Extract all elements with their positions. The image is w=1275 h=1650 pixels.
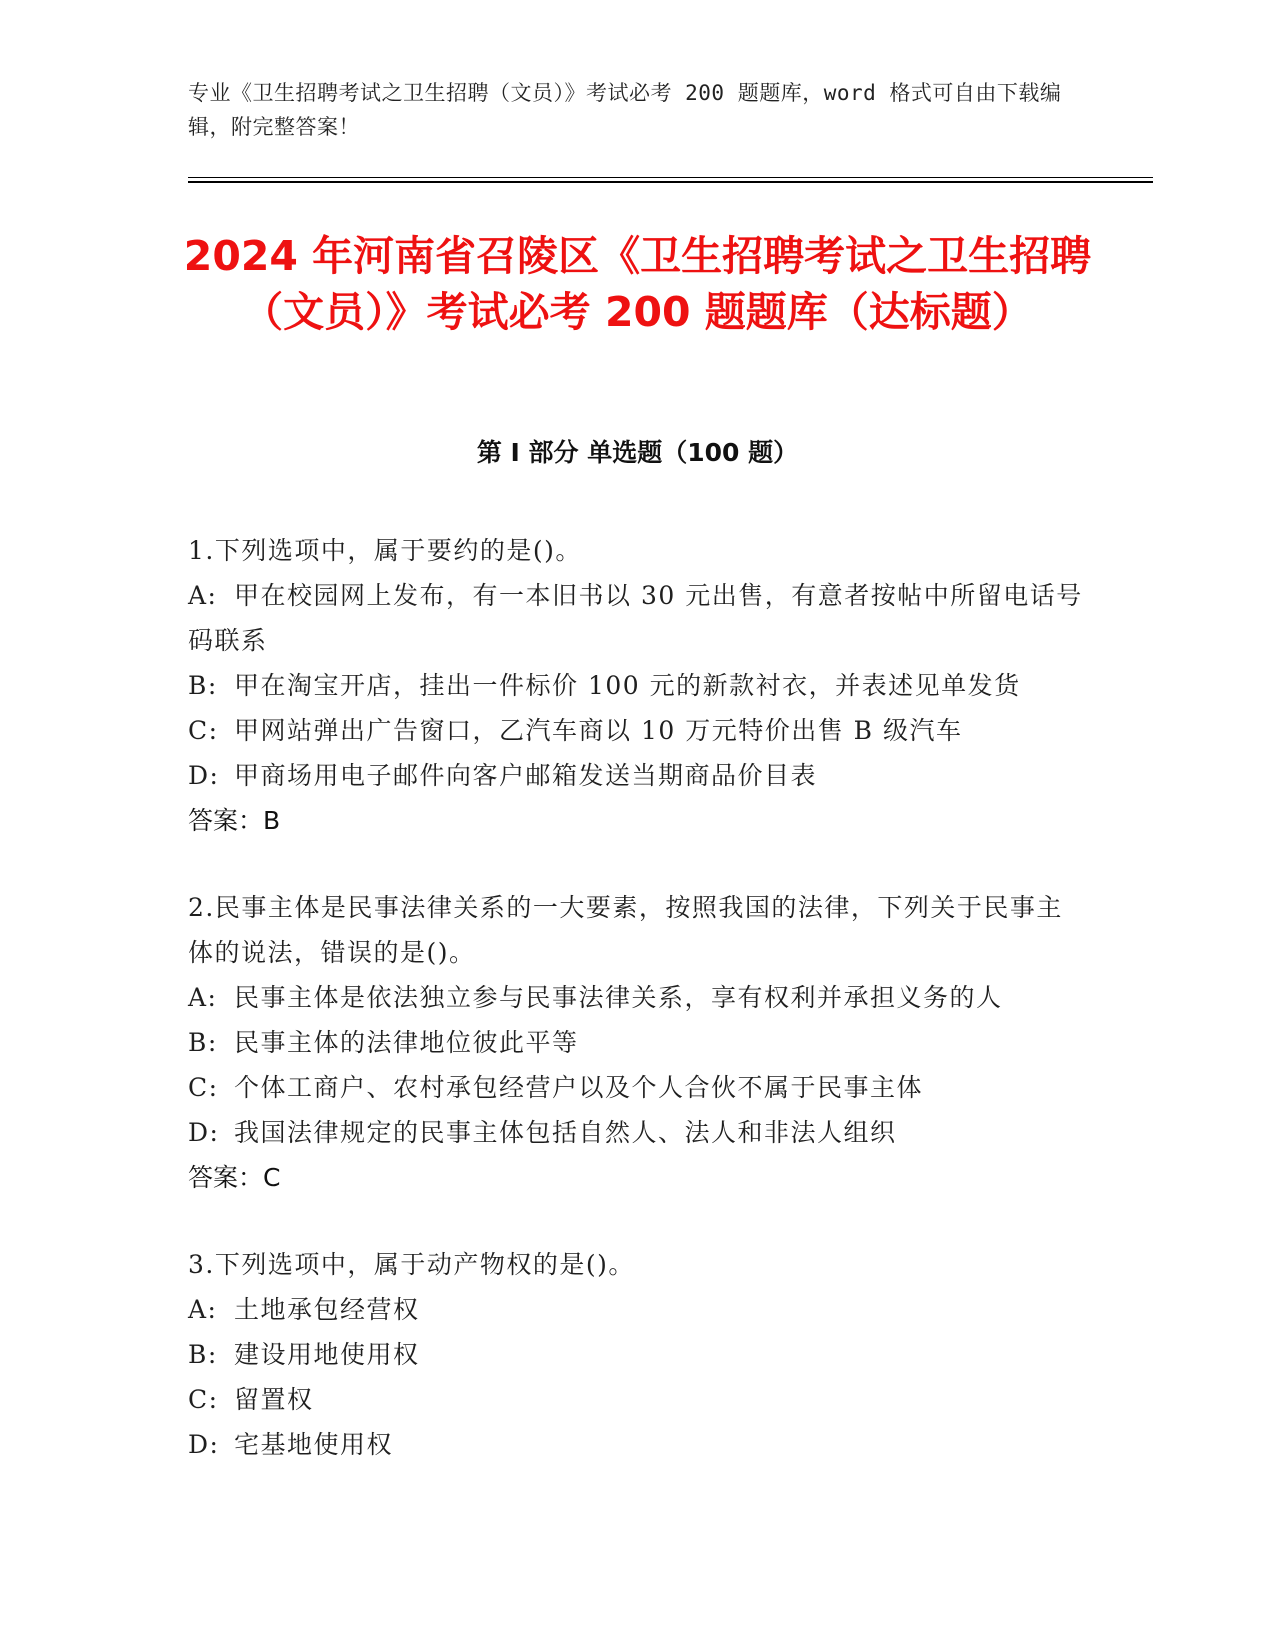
option-letter: D: bbox=[188, 1430, 220, 1459]
answer-line: 答案：C bbox=[188, 1163, 281, 1192]
option-b bbox=[188, 1020, 1088, 1065]
option-letter: A: bbox=[188, 1295, 218, 1324]
option-letter: C: bbox=[188, 1073, 219, 1102]
option-a bbox=[188, 573, 1088, 663]
option-text: 甲在校园网上发布，有一本旧书以 30 元出售，有意者按帖中所留电话号码联系 bbox=[188, 581, 1083, 655]
option-text: 甲商场用电子邮件向客户邮箱发送当期商品价目表 bbox=[234, 761, 818, 790]
option-d bbox=[188, 1422, 1088, 1467]
option-d bbox=[188, 1110, 1088, 1155]
option-letter: B: bbox=[188, 1340, 218, 1369]
option-c bbox=[188, 1065, 1088, 1110]
option-text: 个体工商户、农村承包经营户以及个人合伙不属于民事主体 bbox=[234, 1073, 924, 1102]
option-text: 甲网站弹出广告窗口，乙汽车商以 10 万元特价出售 B 级汽车 bbox=[234, 716, 963, 745]
option-a bbox=[188, 975, 1088, 1020]
option-d bbox=[188, 753, 1088, 798]
option-b bbox=[188, 663, 1088, 708]
option-text: 甲在淘宝开店，挂出一件标价 100 元的新款衬衣，并表述见单发货 bbox=[234, 671, 1021, 700]
option-c bbox=[188, 1377, 1088, 1422]
option-text: 民事主体是依法独立参与民事法律关系，享有权利并承担义务的人 bbox=[234, 983, 1003, 1012]
question-3 bbox=[188, 1242, 1088, 1467]
option-letter: C: bbox=[188, 1385, 219, 1414]
header-rule-thin bbox=[188, 177, 1153, 178]
question-stem: 1.下列选项中，属于要约的是()。 bbox=[188, 536, 582, 565]
option-letter: D: bbox=[188, 761, 220, 790]
document-title: 2024 年河南省召陵区《卫生招聘考试之卫生招聘（文员）》考试必考 200 题题库（达标题） bbox=[183, 232, 1092, 336]
option-letter: B: bbox=[188, 1028, 218, 1057]
option-a bbox=[188, 1287, 1088, 1332]
option-letter: A: bbox=[188, 581, 218, 610]
section-title: 第 I 部分 单选题（100 题） bbox=[476, 438, 799, 467]
option-letter: D: bbox=[188, 1118, 220, 1147]
option-text: 我国法律规定的民事主体包括自然人、法人和非法人组织 bbox=[234, 1118, 897, 1147]
option-text: 土地承包经营权 bbox=[234, 1295, 420, 1324]
question-1 bbox=[188, 528, 1088, 843]
option-text: 留置权 bbox=[234, 1385, 314, 1414]
question-stem: 2.民事主体是民事法律关系的一大要素，按照我国的法律，下列关于民事主体的说法，错误的是()。 bbox=[188, 893, 1063, 967]
question-stem: 3.下列选项中，属于动产物权的是()。 bbox=[188, 1250, 635, 1279]
option-letter: C: bbox=[188, 716, 219, 745]
question-2 bbox=[188, 885, 1088, 1200]
option-c bbox=[188, 708, 1088, 753]
header-note: 专业《卫生招聘考试之卫生招聘（文员）》考试必考 200 题题库，word 格式可自由下载编辑，附完整答案！ bbox=[188, 81, 1062, 139]
option-text: 宅基地使用权 bbox=[234, 1430, 394, 1459]
option-letter: A: bbox=[188, 983, 218, 1012]
question-list bbox=[188, 528, 1088, 1509]
option-letter: B: bbox=[188, 671, 218, 700]
option-text: 建设用地使用权 bbox=[234, 1340, 420, 1369]
option-text: 民事主体的法律地位彼此平等 bbox=[234, 1028, 579, 1057]
answer-line: 答案：B bbox=[188, 806, 281, 835]
header-rule-thick bbox=[188, 181, 1153, 183]
option-b bbox=[188, 1332, 1088, 1377]
